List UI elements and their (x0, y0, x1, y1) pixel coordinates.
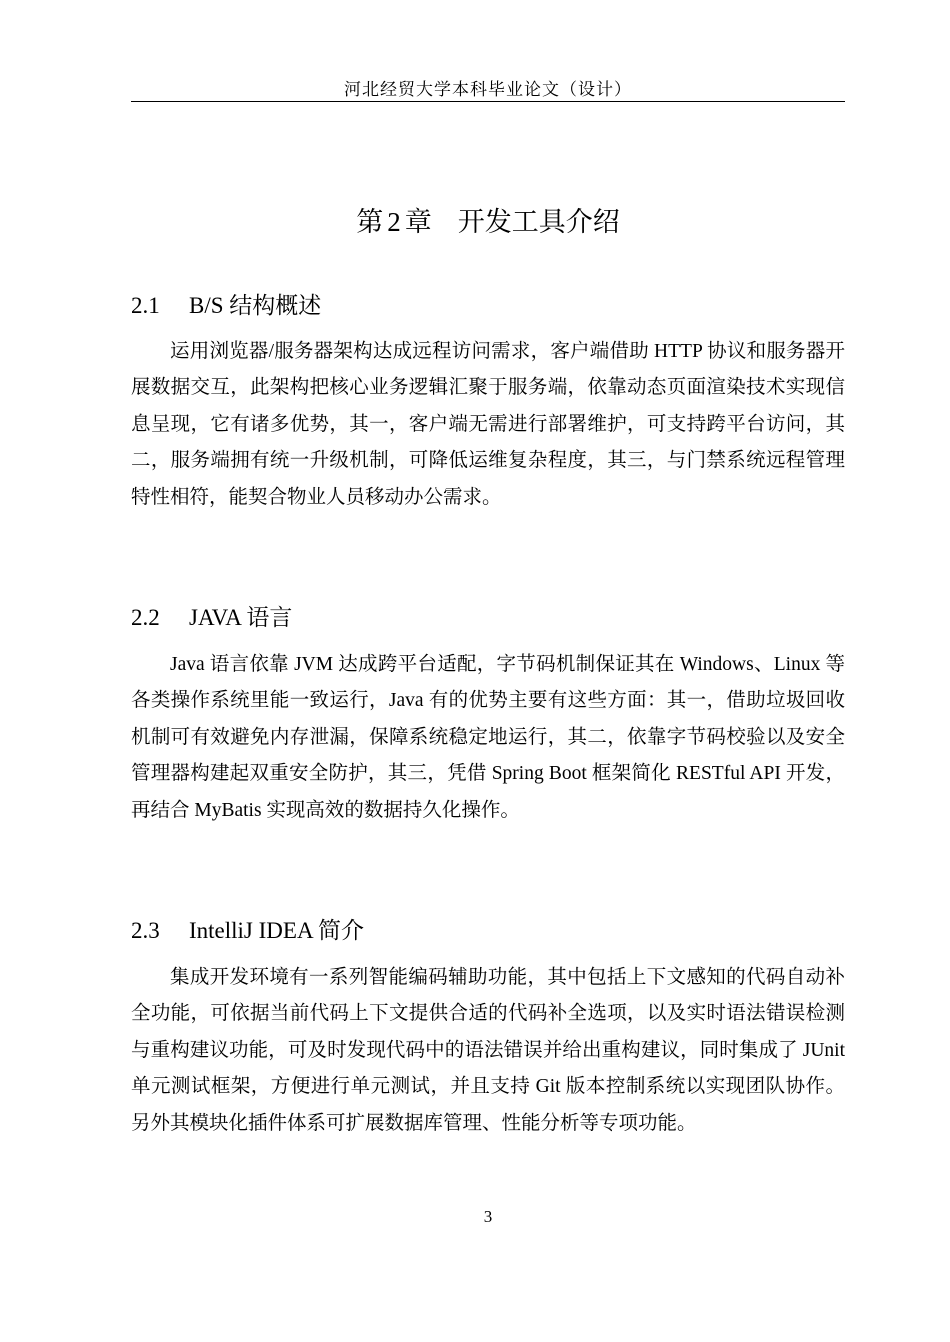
section-title-cjk: 语言 (246, 605, 293, 631)
section-number: 2.2 (131, 605, 160, 630)
section-paragraph-2-3: 集成开发环境有一系列智能编码辅助功能，其中包括上下文感知的代码自动补全功能，可依据当前代码上下文提供合适的代码补全选项，以及实时语法错误检测与重构建议功能，可及时发现代码中的语法错误并给出重构建议，同时集成了 JUnit 单元测试框架，方便进行单元测试，并且支持 Git 版本控制系统以实现团队协作。另外其模块化插件体系可扩展数据库管理、性能分析等专项功能。 (131, 967, 845, 1134)
section-heading-2-3 (131, 913, 845, 949)
section-title-cjk: 简介 (318, 918, 365, 944)
chapter-number: 2 (387, 207, 401, 237)
section-number: 2.1 (131, 293, 160, 318)
page-number: 3 (483, 1207, 493, 1226)
section-title-cjk: 结构概述 (229, 293, 322, 319)
running-header: 河北经贸大学本科毕业论文（设计） (344, 80, 632, 99)
chapter-suffix: 章 (404, 207, 432, 238)
section-title-latin: IntelliJ IDEA (189, 918, 313, 943)
section-title-latin: JAVA (189, 605, 241, 630)
header-rule (131, 101, 845, 102)
section-heading-2-2 (131, 600, 845, 636)
section-title-latin: B/S (189, 293, 224, 318)
chapter-name: 开发工具介绍 (457, 207, 620, 238)
chapter-title (131, 200, 845, 245)
section-paragraph-2-2: Java 语言依靠 JVM 达成跨平台适配，字节码机制保证其在 Windows、Linux 等各类操作系统里能一致运行，Java 有的优势主要有这些方面：其一，借助垃圾回收机制可有效避免内存泄漏，保障系统稳定地运行，其二，依靠字节码校验以及安全管理器构建起双重安全防护，其三，凭借 Spring Boot 框架简化 RESTful API 开发，再结合 MyBatis 实现高效的数据持久化操作。 (131, 654, 845, 821)
section-paragraph-2-1: 运用浏览器/服务器架构达成远程访问需求，客户端借助 HTTP 协议和服务器开展数据交互，此架构把核心业务逻辑汇聚于服务端，依靠动态页面渲染技术实现信息呈现，它有诸多优势，其一，客户端无需进行部署维护，可支持跨平台访问，其二，服务端拥有统一升级机制，可降低运维复杂程度，其三，与门禁系统远程管理特性相符，能契合物业人员移动办公需求。 (131, 341, 845, 508)
section-heading-2-1 (131, 288, 845, 324)
chapter-prefix: 第 (356, 207, 384, 238)
section-number: 2.3 (131, 918, 160, 943)
